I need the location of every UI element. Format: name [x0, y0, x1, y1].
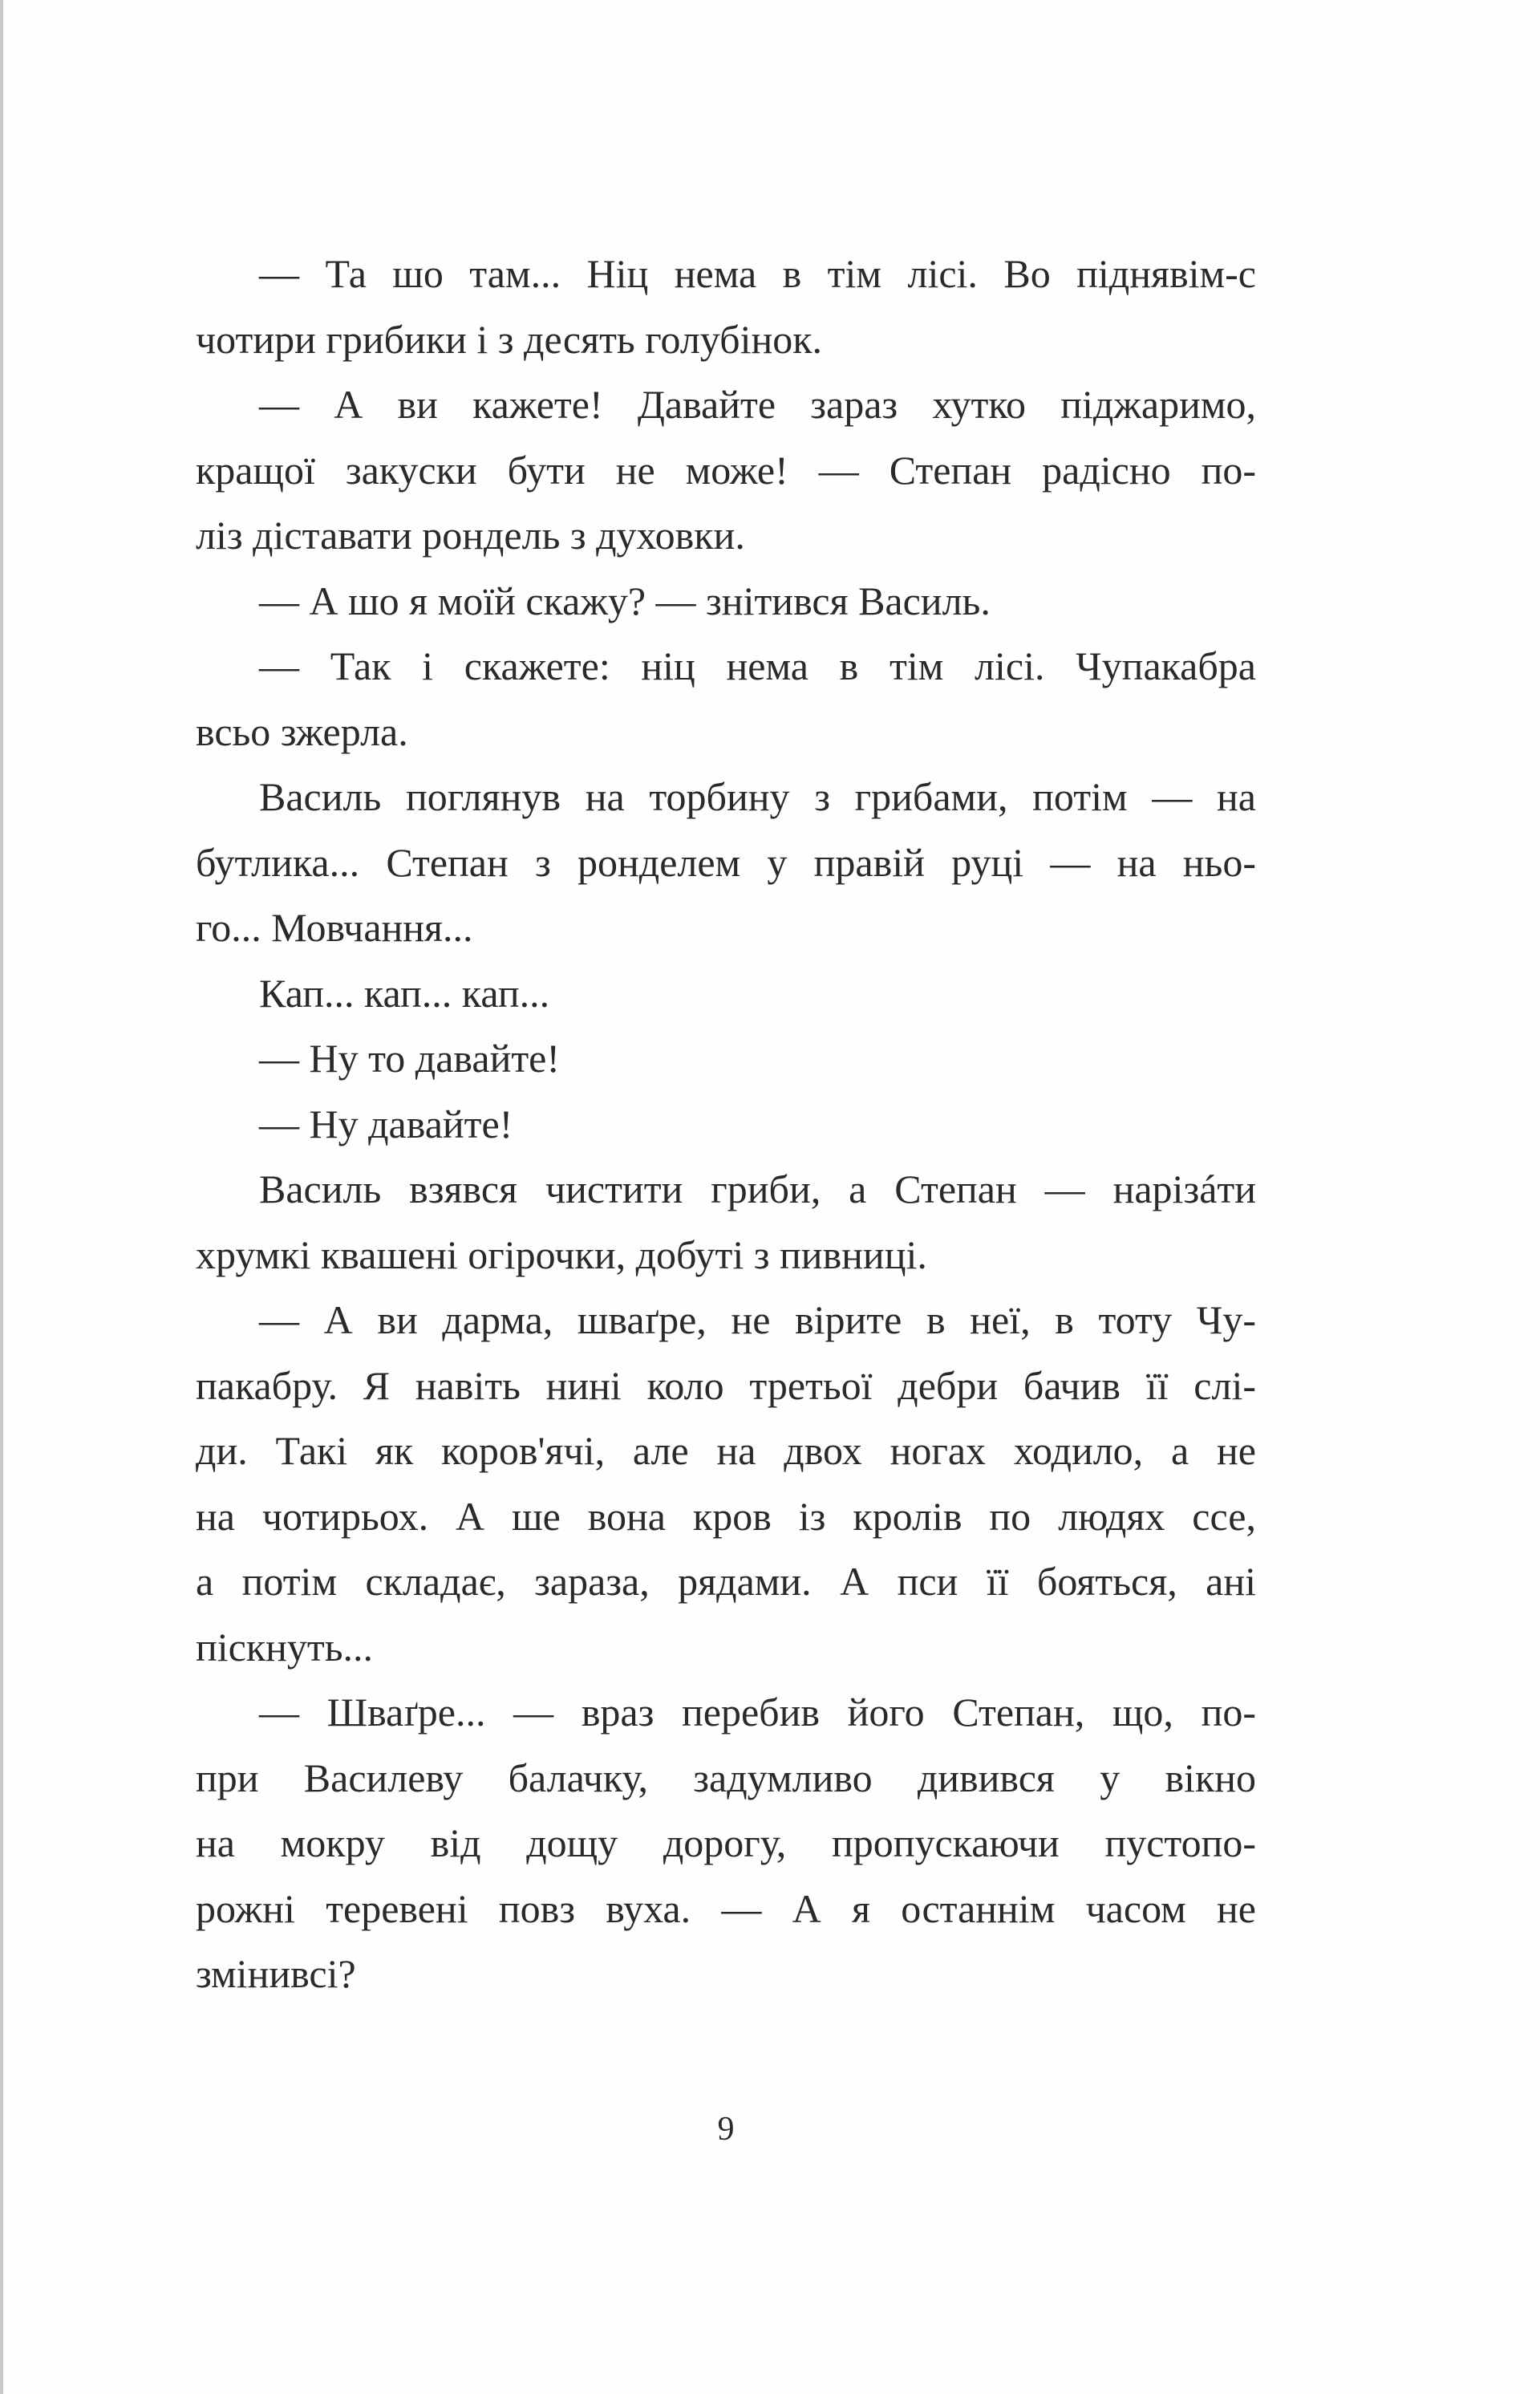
text-line: Кап... кап... кап... — [259, 970, 550, 1016]
text-line: на чотирьох. А ше вона кров із кролів по людях ссе, — [196, 1493, 1256, 1539]
text-line: кращої закуски бути не може! — Степан радісно по- — [196, 447, 1256, 493]
text-line: Василь взявся чистити гриби, а Степан — нарізáти — [259, 1167, 1256, 1211]
text-line: хрумкі квашені огірочки, добуті з пивниці. — [196, 1231, 927, 1277]
text-line: — А ви дарма, шваґре, не вірите в неї, в тоту Чу- — [259, 1297, 1256, 1342]
text-line: — Так і скажете: ніц нема в тім лісі. Чупакабра — [259, 643, 1256, 688]
page-body-text — [196, 245, 1256, 2011]
page-left-edge — [0, 0, 3, 2394]
text-line: ліз діставати рондель з духовки. — [196, 513, 745, 558]
text-line: Василь поглянув на торбину з грибами, потім — на — [259, 774, 1256, 819]
text-line: го... Мовчання... — [196, 905, 473, 950]
text-line: рожні теревені повз вуха. — А я останнім часом не — [196, 1885, 1256, 1931]
text-line: — Ну то давайте! — [259, 1036, 561, 1081]
text-line: — Та шо там... Ніц нема в тім лісі. Во піднявім-с — [259, 251, 1256, 296]
page-number: 9 — [717, 2111, 735, 2148]
text-line: пакабру. Я навіть нині коло третьої дебри бачив її слі- — [196, 1362, 1256, 1408]
text-line: при Василеву балачку, задумливо дивився у вікно — [196, 1755, 1256, 1800]
text-line: ди. Такі як коров'ячі, але на двох ногах ходило, а не — [196, 1428, 1256, 1473]
text-line: чотири грибики і з десять голубінок. — [196, 316, 823, 362]
text-line: — Шваґре... — враз перебив його Степан, що, по- — [259, 1690, 1256, 1735]
text-line: — А шо я моїй скажу? — знітився Василь. — [259, 578, 991, 623]
text-line: піскнуть... — [196, 1624, 374, 1670]
text-line: а потім складає, зараза, рядами. А пси її бояться, ані — [196, 1559, 1256, 1604]
text-line: — А ви кажете! Давайте зараз хутко піджаримо, — [259, 382, 1256, 427]
text-line: бутлика... Степан з ронделем у правій руці — на ньо- — [196, 839, 1256, 885]
text-line: всьо зжерла. — [196, 708, 408, 754]
text-line: змінивсі? — [196, 1951, 356, 1996]
text-line: на мокру від дощу дорогу, пропускаючи пустопо- — [196, 1820, 1256, 1865]
text-line: — Ну давайте! — [259, 1101, 513, 1146]
